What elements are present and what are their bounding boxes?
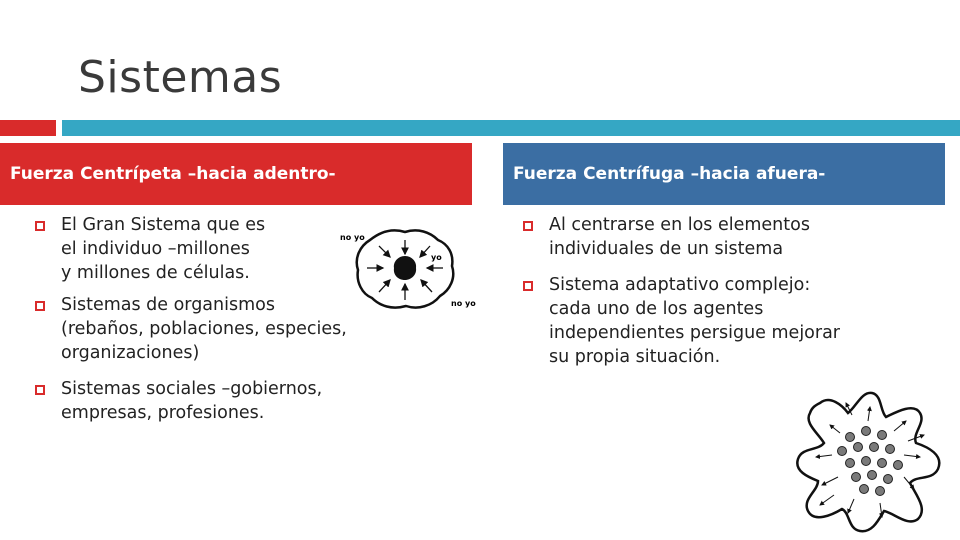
centrifugal-amoeba-diagram [790, 385, 950, 535]
centripetal-cell-diagram [330, 222, 480, 314]
bullet-line: el individuo –millones [61, 239, 250, 259]
label-yo: yo [431, 253, 442, 262]
bullet-line: individuales de un sistema [549, 239, 784, 259]
bullet-sociales [35, 377, 435, 425]
bullet-square-icon [35, 221, 45, 231]
header-centripeta: Fuerza Centrípeta –hacia adentro- [0, 143, 472, 205]
bullet-line: Sistemas de organismos [61, 295, 275, 315]
bullet-line: empresas, profesiones. [61, 403, 265, 423]
bullet-square-icon [523, 281, 533, 291]
label-no-yo-outer: no yo [340, 233, 365, 242]
bullet-square-icon [35, 301, 45, 311]
bullet-line: independientes persigue mejorar [549, 323, 841, 343]
bullet-line: Sistema adaptativo complejo: [549, 275, 811, 295]
bullet-square-icon [523, 221, 533, 231]
bullet-line: Sistemas sociales –gobiernos, [61, 379, 323, 399]
bullet-line: El Gran Sistema que es [61, 215, 266, 235]
bullet-adaptativo [523, 273, 933, 369]
bullet-line: cada uno de los agentes [549, 299, 764, 319]
bullet-elementos [523, 213, 933, 261]
accent-bar-teal [62, 120, 960, 136]
bullet-line: su propia situación. [549, 347, 721, 367]
label-no-yo-lower: no yo [451, 299, 476, 308]
bullet-line: Al centrarse en los elementos [549, 215, 810, 235]
cell-particles [838, 427, 903, 496]
header-centrifuga: Fuerza Centrífuga –hacia afuera- [503, 143, 945, 205]
nucleus [394, 256, 416, 280]
accent-bar-red [0, 120, 56, 136]
slide-title: Sistemas [78, 52, 283, 103]
bullet-square-icon [35, 385, 45, 395]
bullet-line: (rebaños, poblaciones, especies, [61, 319, 347, 339]
bullet-line: organizaciones) [61, 343, 200, 363]
bullet-line: y millones de células. [61, 263, 250, 283]
right-bullet-list [523, 213, 933, 379]
